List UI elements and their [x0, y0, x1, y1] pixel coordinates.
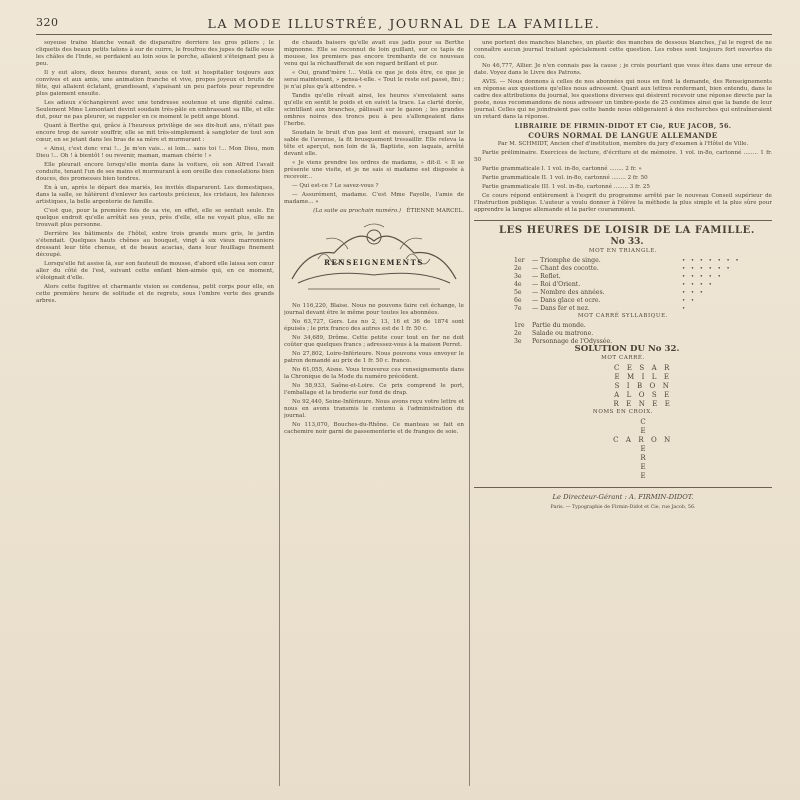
solution-cross-row: E — [640, 427, 646, 435]
puzzle-clue — [514, 281, 772, 289]
paragraph: « Oui, grand'mère !... Voilà ce que je dois être, ce que je serai maintenant, » pensa-t-elle. « Tout le reste est passé, fini ; je n'ai plus qu'à attendre. » — [284, 70, 464, 90]
paragraph: Lorsqu'elle fut assise là, sur son fauteuil de mousse, d'abord elle laissa son cœur aller du côté de l'est, suivant cette enfant bien-aimée qui, en ce moment, s'éloignait d'elle. — [36, 261, 274, 281]
clue-number: 5e — [514, 289, 522, 296]
header-rule — [36, 34, 772, 35]
course-title: COURS NORMAL DE LANGUE ALLEMANDE — [528, 131, 718, 140]
clue-dots: • • • • • • — [682, 266, 732, 272]
section-title: RENSEIGNEMENTS — [324, 258, 424, 267]
solution-label: MOT CARRÉ. — [601, 355, 645, 361]
author-name: ÉTIENNE MARCEL. — [406, 208, 464, 214]
column-middle — [284, 40, 464, 786]
paragraph: — Qui est-ce ? Le savez-vous ? — [292, 183, 379, 189]
solution-cross-row: C — [640, 418, 646, 426]
clue-dots: • • • • • • • — [682, 258, 741, 264]
solution-grid-row: E M I L E — [614, 373, 672, 381]
clue-text: — Chant des cocotte. — [532, 265, 599, 272]
clue-dots: • • — [682, 298, 697, 304]
clue-number: 2e — [514, 265, 522, 272]
query-answer: No 113,070, Bouches-du-Rhône. Ce manteau se fait en cachemire noir garni de passementerie et de franges de soie. — [284, 422, 464, 435]
puzzle-clue — [514, 297, 772, 305]
paragraph: Il y eut alors, deux heures durant, sous ce toit si hospitalier toujours aux convives et aux amis, une animation franche et vive, propos joyeux et bruits de fête, qui allaient éclatant, grandissant, s'apaisant un peu parfois pour reprendre plus gaiement ensuite. — [36, 70, 274, 97]
solution-cross-row: C A R O N — [613, 436, 673, 444]
clue-text: — Reflet. — [532, 273, 561, 280]
paragraph: Derrière les bâtiments de l'hôtel, entre trois grands murs gris, le jardin s'étendait. Quelques hauts chênes au bouquet, vingt à six vieux marronniers dressant leur tête chenue, et de beaux acacias, dans leur feuillage finement découpé. — [36, 231, 274, 258]
printer-line: Paris. — Typographie de Firmin-Didot et Cie, rue Jacob, 56. — [550, 505, 696, 510]
course-line: Partie préliminaire. Exercices de lecture, d'écriture et de mémoire. 1 vol. in-8o, cartonné ........ 1 fr. 50 — [474, 150, 772, 163]
paragraph: C'est que, pour la première fois de sa vie, en effet, elle se sentait seule. En quelque endroit qu'elle arrêtât ses yeux, près d'elle, elle ne voyait plus, elle ne trouvait plus personne. — [36, 208, 274, 228]
puzzle-clue — [514, 330, 772, 338]
clue-text: — Triomphe de singe. — [532, 257, 601, 264]
paragraph: En à un, après le départ des mariés, les invités disparurent. Les domestiques, dans la salle, se hâtèrent d'enlever les cartouts précieux, les cristaux, les faïences artistiques, la belle argenterie de famille. — [36, 185, 274, 205]
query-answer: No 63,727, Gers. Les no 2, 13, 16 et 36 de 1874 sont épuisés ; le prix franco des autres est de 1 fr. 50 c. — [284, 319, 464, 332]
page-header — [36, 16, 772, 34]
paragraph: Elle pleurait encore lorsqu'elle monta dans la voiture, où son Alfred l'avait conduite, tenant l'un de ses mains et murmurant à son oreille des consolations bien douces, des promesses bien tendres. — [36, 162, 274, 182]
course-line: Partie grammaticale II. 1 vol. in-8o, cartonné ........ 2 fr. 50 — [482, 175, 648, 181]
paragraph: Alors cette fugitive et charmante vision se condensa, petit corps pour elle, en cette première heure de solitude et de regrets, sous l'ombre verte des grands arbres. — [36, 284, 274, 304]
clue-text: Partie du monde. — [532, 322, 586, 329]
director-line: Le Directeur-Gérant : A. FIRMIN-DIDOT. — [552, 493, 694, 501]
paragraph: « Ainsi, c'est donc vrai !... Je m'en vais... si loin... sans toi !... Mon Dieu, mon Dieu !... Oh ! à bientôt ! ou revenir, maman, maman chérie ! » — [36, 146, 274, 159]
solution-grid-row: A L O S E — [614, 391, 672, 399]
leisure-number: No 33. — [610, 237, 644, 247]
section-rule — [474, 220, 772, 221]
solution-cross-row: E — [640, 463, 646, 471]
renseignements-vignette — [288, 219, 460, 299]
solution-cross-row: E — [640, 472, 646, 480]
clue-number: 6e — [514, 297, 522, 304]
column-divider — [469, 40, 470, 786]
column-divider — [279, 40, 280, 786]
clue-number: 3e — [514, 273, 522, 280]
query-answer: No 61,055, Aisne. Vous trouverez ces renseignements dans la Chronique de la Mode du numéro précédent. — [284, 367, 464, 380]
clue-dots: • • • — [682, 290, 705, 296]
clue-dots: • • • • — [682, 282, 714, 288]
clue-number: 1er — [514, 257, 525, 264]
course-line: Partie grammaticale I. 1 vol. in-8o, cartonné ........ 2 fr. » — [482, 166, 642, 172]
puzzle-clue — [514, 289, 772, 297]
paragraph: « Je viens prendre les ordres de madame, » dit-il. « Il se présente une visite, et je ne sais si madame est disposée à recevoir... — [284, 160, 464, 180]
clue-number: 4e — [514, 281, 522, 288]
publisher-line: LIBRAIRIE DE FIRMIN-DIDOT ET Cie, RUE JACOB, 56. — [514, 122, 732, 130]
paragraph: soyeuse traîne blanche venait de disparaître derrière les gros piliers ; le cliquetis des beaux petits talons à sur de cuirre, le froufrou des jupes de faille sous les châles de l'Inde, se perdaient au loin sous le porche, allaient s'éteignant peu à peu. — [36, 40, 274, 67]
puzzle-clue — [514, 305, 772, 313]
solution-title: SOLUTION DU No 32. — [574, 344, 680, 354]
avis-notice: AVIS. — Nous donnons à celles de nos abonnées qui nous en font la demande, des Renseignements en réponse aux questions qu'elles nous adressent. Quant aux lettres renfermant, bien entendu, dans le cadre des attributions du journal, les questions diverses qui désirent recevoir une réponse directe par la poste, nous recommandons de nous adresser un timbre-poste de 25 centimes ainsi que la bande de leur journal. Celles qui ne joindraient pas cette bande nous obligeraient à des recherches qui entraîneraient un retard dans la réponse. — [474, 79, 772, 120]
clue-number: 3e — [514, 338, 522, 345]
puzzle-clue — [514, 322, 772, 330]
query-answer: No 116,220, Blaise. Nous ne pouvons faire cet échange, le journal devant être le même pour toutes les abonnées. — [284, 303, 464, 316]
paragraph: Tandis qu'elle rêvait ainsi, les heures s'envolaient sans qu'elle en sentit le poids et en suivit la trace. La clarté dorée, scintillant aux branches, pâlissait sur le gazon ; les grandes ombres noires des troncs peu à peu s'allongeaient dans l'herbe. — [284, 93, 464, 127]
column-left — [36, 40, 274, 786]
clue-dots: • — [682, 306, 688, 312]
puzzle-clue — [514, 273, 772, 281]
page-number: 320 — [36, 16, 59, 29]
clue-text: — Roi d'Orient. — [532, 281, 581, 288]
clue-number: 1re — [514, 322, 525, 329]
paragraph: Quant à Berthe qui, grâce à l'heureux privilège de ses dix-huit ans, n'était pas encore trop de savoir souffrir, elle se mit très-simplement à sangloter de tout son cœur, en se jetant dans les bras de sa mère et murmurant : — [36, 123, 274, 143]
paragraph: de chauds baisers qu'elle avait eus jadis pour sa Berthe mignonne. Elle se reconnut de loin guillant, sur ce tapis de mousse, les premiers pas encore trembants de ce nouveau venu qui la réchaufferait de son regard brillant et pur. — [284, 40, 464, 67]
continuation-note: (La suite au prochain numéro.) — [313, 208, 402, 214]
leisure-title: LES HEURES DE LOISIR DE LA FAMILLE. — [499, 225, 755, 236]
clue-text: — Dans fer et nez. — [532, 305, 590, 312]
puzzle-clue — [514, 265, 772, 273]
clue-text: Salade ou matrone. — [532, 330, 594, 337]
course-line: Partie grammaticale III. 1 vol. in-8o, cartonné ........ 3 fr. 25 — [482, 184, 650, 190]
puzzle-label: MOT EN TRIANGLE. — [588, 248, 658, 254]
paragraph: Soudain le bruit d'un pas lent et mesuré, craquant sur le sable de l'avenue, la fit brusquement tressaillir. Elle releva la tête et aperçut, non loin de là, Baptiste, son laquais, arrêté devant elle. — [284, 130, 464, 157]
query-answer: No 34,689, Drôme. Cette petite cour tout en fer ne doit coûter que quelques francs ; adressez-vous à la maison Perret. — [284, 335, 464, 348]
paragraph: — Assurément, madame. C'est Mme Fayolle, l'amie de madame... » — [284, 192, 464, 205]
query-answer: No 92,440, Seine-Inférieure. Nous avons reçu votre lettre et nous en avons transmis le contenu à l'administration du journal. — [284, 399, 464, 419]
solution-cross-row: E — [640, 445, 646, 453]
solution-grid-row: S I B O N — [614, 382, 672, 390]
clue-text: — Dans glace et ocre. — [532, 297, 601, 304]
course-author: Par M. SCHMIDT, Ancien chef d'institution, membre du jury d'examen à l'Hôtel de Ville. — [497, 141, 749, 147]
clue-number: 7e — [514, 305, 522, 312]
solution-label: NOMS EN CROIX. — [592, 409, 654, 415]
solution-cross-row: R — [640, 454, 646, 462]
paragraph: No 46,777, Allier. Je n'en connais pas la cause ; je crois pourtant que vous êtes dans une erreur de date. Voyez dans le Livre des Patrons. — [474, 63, 772, 76]
running-title: LA MODE ILLUSTRÉE, JOURNAL DE LA FAMILLE. — [207, 16, 601, 31]
clue-dots: • • • • • — [682, 274, 723, 280]
column-right — [474, 40, 772, 786]
solution-grid-row: R E N E E — [613, 400, 673, 408]
puzzle-clue — [514, 257, 772, 265]
course-note: Ce cours répond entièrement à l'esprit du programme arrêté par le nouveau Conseil supérieur de l'Instruction publique. L'auteur a voulu donner à l'élève la méthode la plus simple et la plus sûre pour apprendre la langue allemande et la parler couramment. — [474, 193, 772, 213]
section-rule — [474, 487, 772, 488]
puzzle-label: MOT CARRÉ SYLLABIQUE. — [577, 313, 669, 319]
solution-grid-row: C E S A R — [614, 364, 672, 372]
query-answer: No 58,933, Saône-et-Loire. Ce prix comprend le port, l'emballage et la broderie sur fond de drap. — [284, 383, 464, 396]
query-answer: No 27,802, Loire-Inférieure. Nous pouvons vous envoyer le patron demandé au prix de 1 fr. 50 c. franco. — [284, 351, 464, 364]
serial-signoff — [284, 208, 464, 215]
clue-text: Personnage de l'Odyssée. — [532, 338, 613, 345]
clue-text: — Nombre des années. — [532, 289, 605, 296]
paragraph: Les adieux s'échangèrent avec une tendresse soutenue et une dignité calme. Seulement Mme Lemontant devint soudain très-pâle en embrassant sa fille, et elle dut, pour ne pas pleurer, se rappeler en ce moment le petit ange blond. — [36, 100, 274, 120]
paragraph: une portent des manches blanches, un plastic des manches de dessous blanches, j'ai le regret de ne connaître aucun journal traitant spécialement cette question. Les robes sont toujours fort ouvertes du cou. — [474, 40, 772, 60]
clue-number: 2e — [514, 330, 522, 337]
